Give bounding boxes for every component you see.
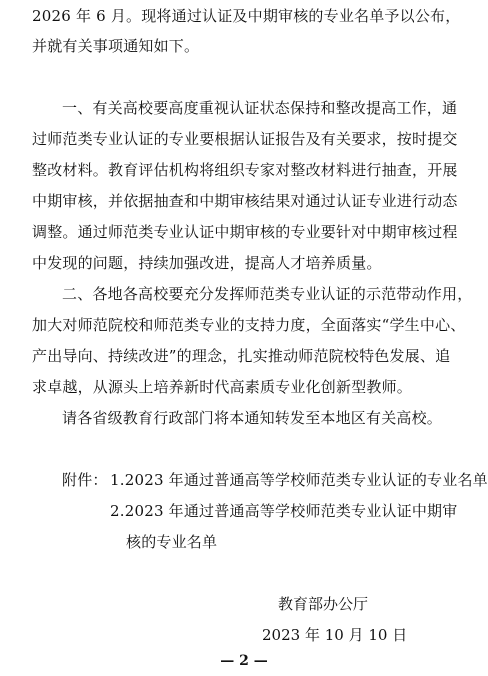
body-line-5: 整改材料。教育评估机构将组织专家对整改材料进行抽查，开展 — [32, 161, 458, 179]
body-line-9: 二、各地各高校要充分发挥师范类专业认证的示范带动作用， — [62, 285, 473, 303]
body-line-7: 调整。通过师范类专业认证中期审核的专业要针对中期审核过程 — [32, 223, 458, 241]
body-line-11: 产出导向、持续改进”的理念，扎实推动师范院校特色发展、追 — [32, 347, 451, 365]
body-line-1: 2026 年 6 月。现将通过认证及中期审核的专业名单予以公布， — [32, 7, 461, 25]
body-line-12: 求卓越，从源头上培养新时代高素质专业化创新型教师。 — [32, 378, 413, 396]
signature-date: 2023 年 10 月 10 日 — [262, 626, 408, 644]
body-line-13: 请各省级教育行政部门将本通知转发至本地区有关高校。 — [62, 409, 443, 427]
body-line-2: 并就有关事项通知如下。 — [32, 37, 200, 55]
attachment-item-2-line-1: 2.2023 年通过普通高等学校师范类专业认证中期审 — [110, 502, 458, 520]
body-line-8: 中发现的问题，持续加强改进，提高人才培养质量。 — [32, 254, 382, 272]
page-number: — 2 — — [220, 653, 268, 669]
body-line-10: 加大对师范院校和师范类专业的支持力度，全面落实“学生中心、 — [32, 316, 466, 334]
signature-issuer: 教育部办公厅 — [278, 595, 369, 613]
body-line-4: 过师范类专业认证的专业要根据认证报告及有关要求，按时提交 — [32, 130, 458, 148]
attachment-item-1: 1.2023 年通过普通高等学校师范类专业认证的专业名单 — [110, 471, 488, 489]
attachment-item-2-line-2: 核的专业名单 — [126, 533, 218, 551]
body-line-3: 一、有关高校要高度重视认证状态保持和整改提高工作，通 — [62, 99, 458, 117]
body-line-6: 中期审核，并依据抽查和中期审核结果对通过认证专业进行动态 — [32, 192, 458, 210]
attachment-label: 附件： — [62, 471, 108, 489]
